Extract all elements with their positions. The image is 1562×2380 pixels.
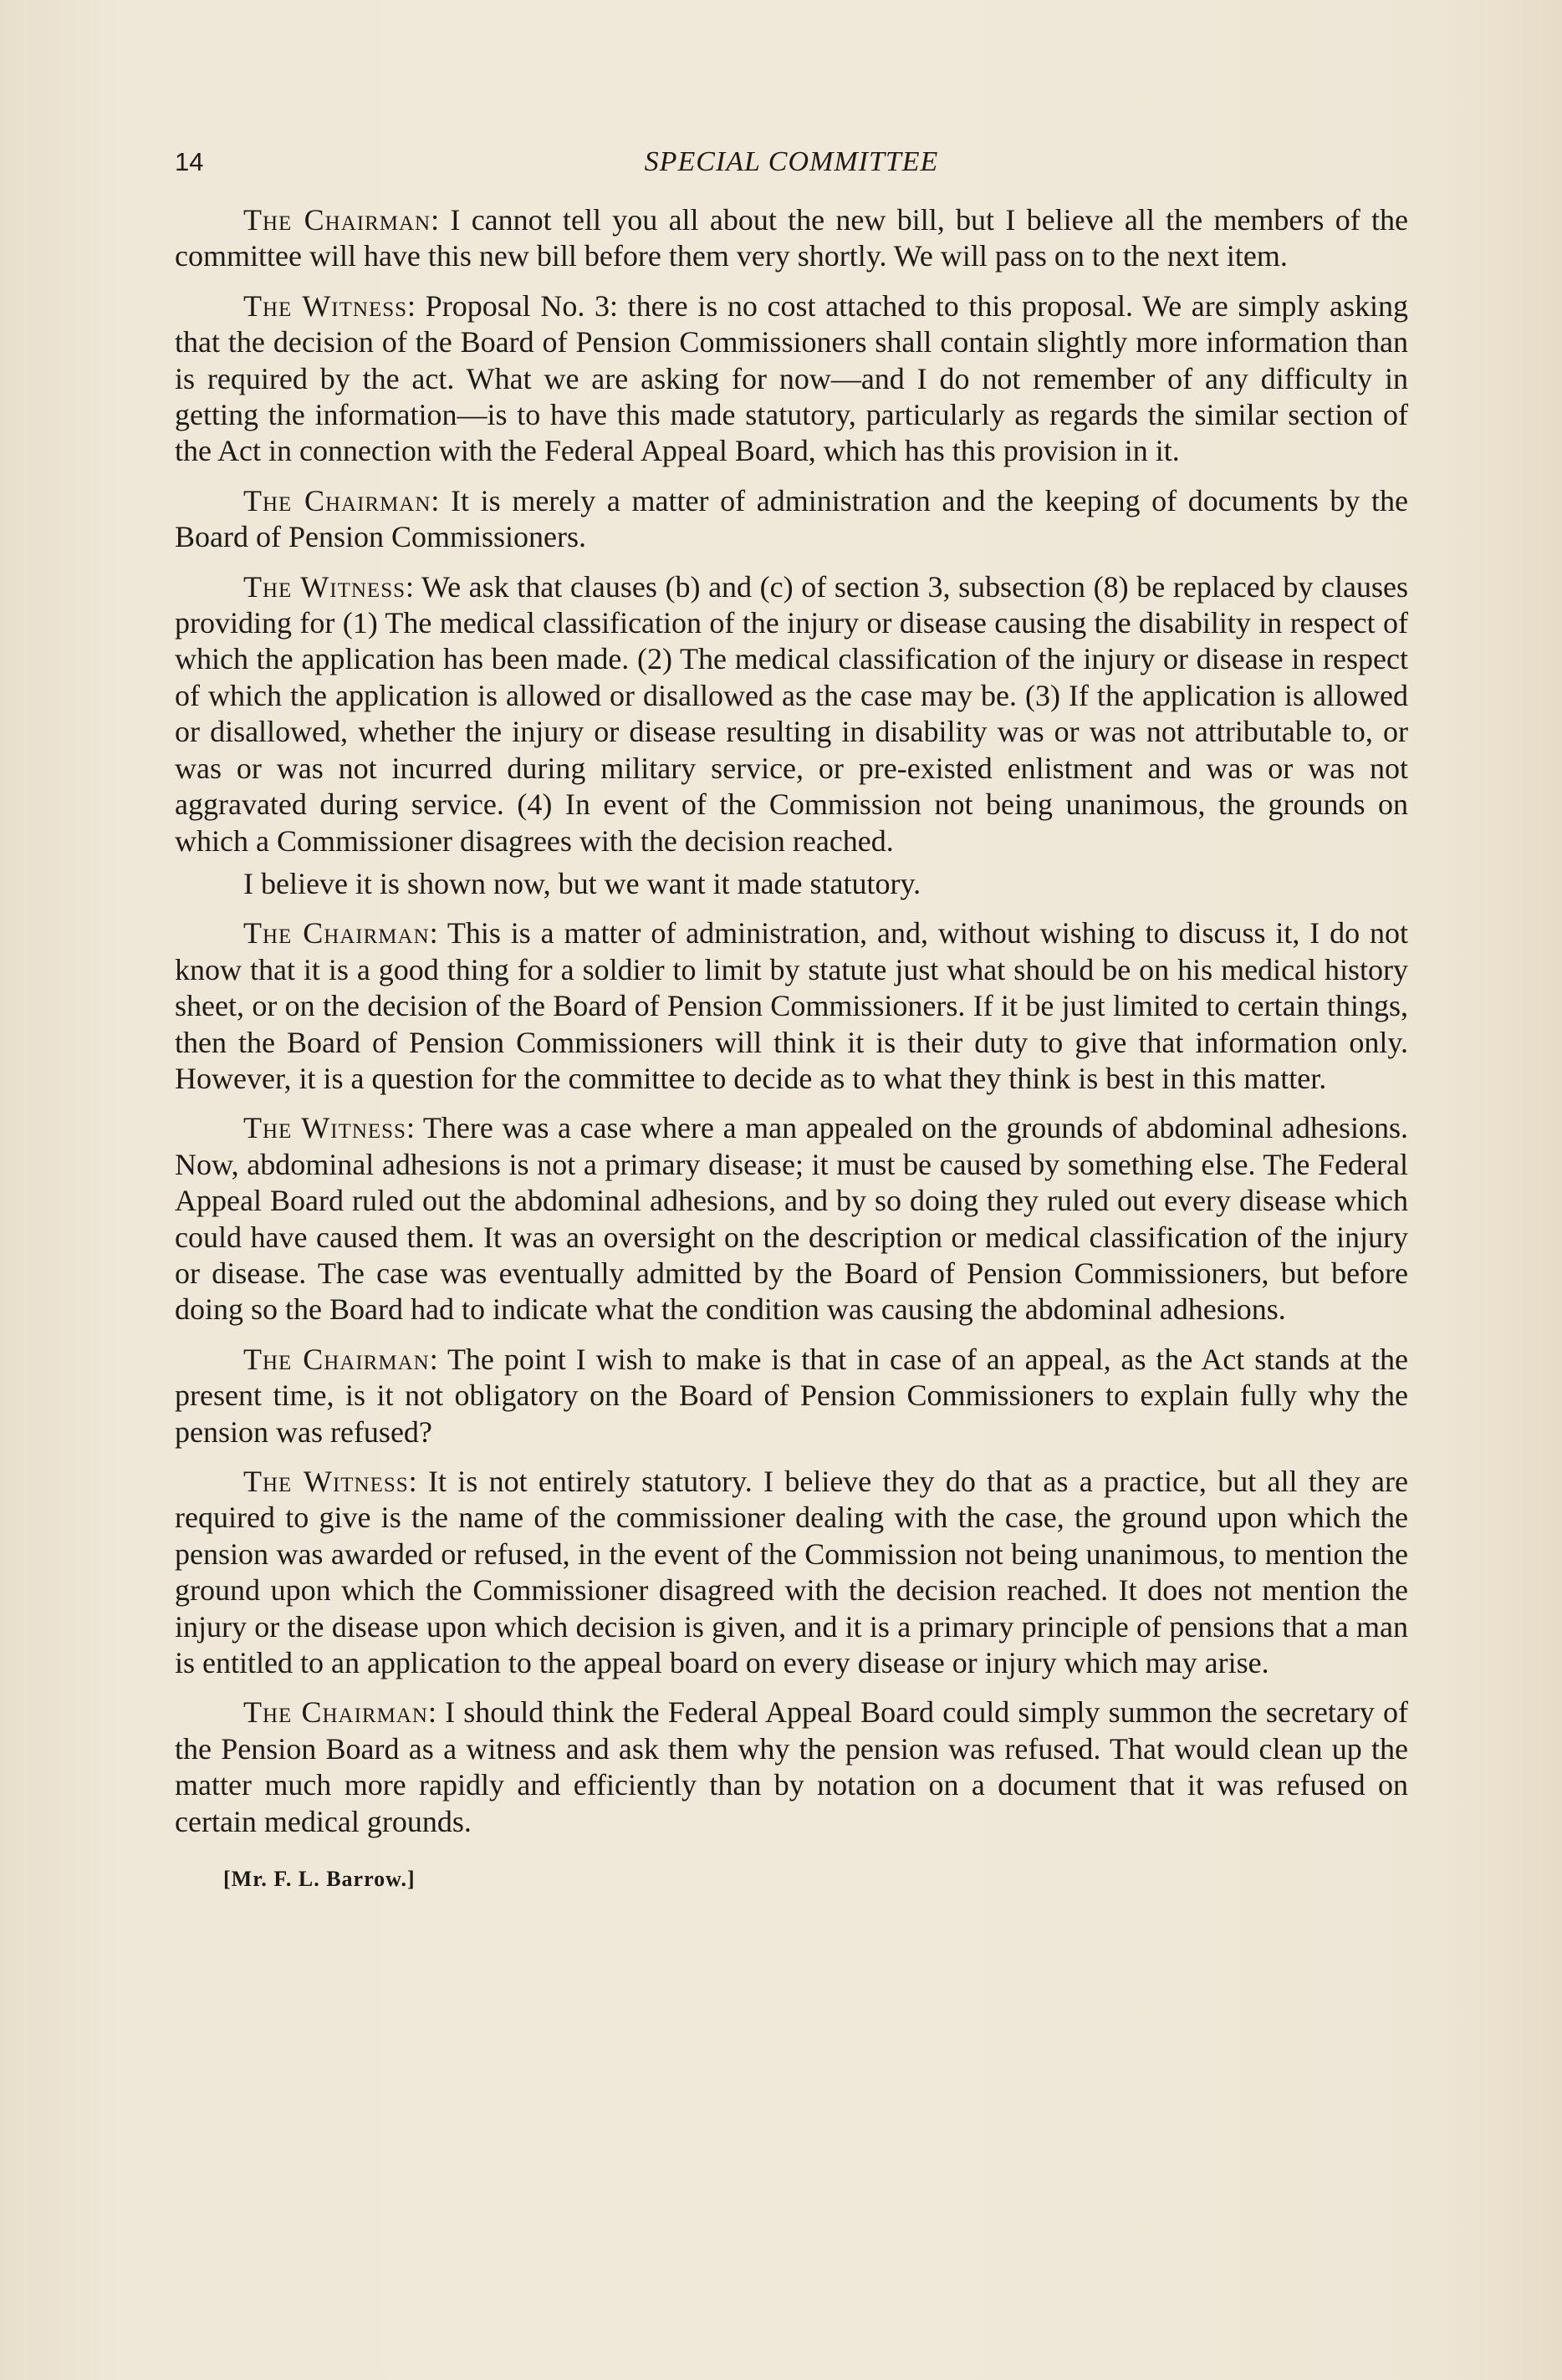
paragraph-witness-2 [175,569,1408,859]
paragraph-chairman-1 [175,202,1408,275]
paragraph-text: : This is a matter of administration, and, without wishing to discuss it, I do not know that it is a good thing for a soldier to limit by statute just what should be on his medical history sheet, or on the decision of the Board of Pension Commissioners. If it be just limited to certain things, then the Board of Pension Commissioners will think it is their duty to give that information only. However, it is a question for the committee to decide as to what they think is best in this matter. [175,916,1409,1095]
paragraph-text: : I cannot tell you all about the new bill, but I believe all the members of the committee will have this new bill before them very shortly. We will pass on to the next item. [175,203,1408,273]
paragraph-chairman-2 [175,483,1408,556]
transcript-body [175,202,1408,1893]
paragraph-text: I believe it is shown now, but we want it made statutory. [243,866,921,900]
speaker-label: The Witness [243,569,406,604]
paragraph-witness-4 [175,1464,1408,1681]
speaker-label: The Chairman [243,1695,428,1730]
paragraph-witness-3 [175,1110,1408,1328]
speaker-label: The Witness [243,288,408,323]
speaker-label: The Chairman [243,203,431,237]
running-title: SPECIAL COMMITTEE [644,146,939,177]
paragraph-text: : We ask that clauses (b) and (c) of section 3, subsection (8) be replaced by clauses providing for (1) The medical classification of the injury or disease causing the disability in respect of which the application has been made. (2) The medical classification of the injury or disease in respect of which the application is allowed or disallowed as the case may be. (3) If the application is allowed or disallowed, whether the injury or disease resulting in disability was or was not attributable to, or was or was not incurred during military service, or pre-existed enlistment and was or was not aggravated during service. (4) In event of the Commission not being unanimous, the grounds on which a Commissioner disagrees with the decision reached. [175,569,1408,858]
paragraph-text: : It is not entirely statutory. I believe they do that as a practice, but all they are required to give is the name of the commissioner dealing with the case, the ground upon which the pension was awarded or refused, in the event of the Commission not being unanimous, to mention the ground upon which the Commissioner disagreed with the decision reached. It does not mention the injury or the disease upon which decision is given, and it is a primary principle of pensions that a man is entitled to an application to the appeal board on every disease or injury which may arise. [175,1465,1408,1680]
running-header [175,140,1408,184]
paragraph-witness-2-continued [175,866,1408,902]
speaker-label: The Witness [243,1465,409,1498]
paragraph-chairman-4 [175,1342,1408,1450]
speaker-label: The Witness [243,1111,406,1145]
speaker-label: The Chairman [243,483,431,517]
paragraph-text: : The point I wish to make is that in case of an appeal, as the Act stands at the present time, is it not obligatory on the Board of Pension Commissioners to explain fully why the pension was refused? [175,1342,1408,1449]
page-number: 14 [175,147,204,176]
paragraph-text: : It is merely a matter of administration and the keeping of documents by the Board of Pension Commissioners. [175,483,1408,554]
paragraph-text: : I should think the Federal Appeal Board could simply summon the secretary of the Pension Board as a witness and ask them why the pension was refused. That would clean up the matter much more rapidly and efficiently than by notation on a document that it was refused on certain medical grounds. [175,1695,1408,1838]
paragraph-text: : Proposal No. 3: there is no cost attached to this proposal. We are simply asking that the decision of the Board of Pension Commissioners shall contain slightly more information than is required by the act. What we are asking for now—and I do not remember of any difficulty in getting the information—is to have this made statutory, particularly as regards the similar section of the Act in connection with the Federal Appeal Board, which has this provision in it. [175,288,1408,468]
witness-tag: [Mr. F. L. Barrow.] [223,1867,416,1892]
paragraph-chairman-5 [175,1695,1408,1840]
speaker-label: The Chairman [243,1342,430,1376]
paragraph-witness-1 [175,288,1408,470]
paragraph-text: : There was a case where a man appealed on the grounds of abdominal adhesions. Now, abdominal adhesions is not a primary disease; it must be caused by something else. The Federal Appeal Board ruled out the abdominal adhesions, and by so doing they ruled out every disease which could have caused them. It was an oversight on the description or medical classification of the injury or disease. The case was eventually admitted by the Board of Pension Commissioners, but before doing so the Board had to indicate what the condition was causing the abdominal adhesions. [175,1111,1408,1327]
paragraph-chairman-3 [175,915,1408,1097]
speaker-label: The Chairman [243,916,430,950]
